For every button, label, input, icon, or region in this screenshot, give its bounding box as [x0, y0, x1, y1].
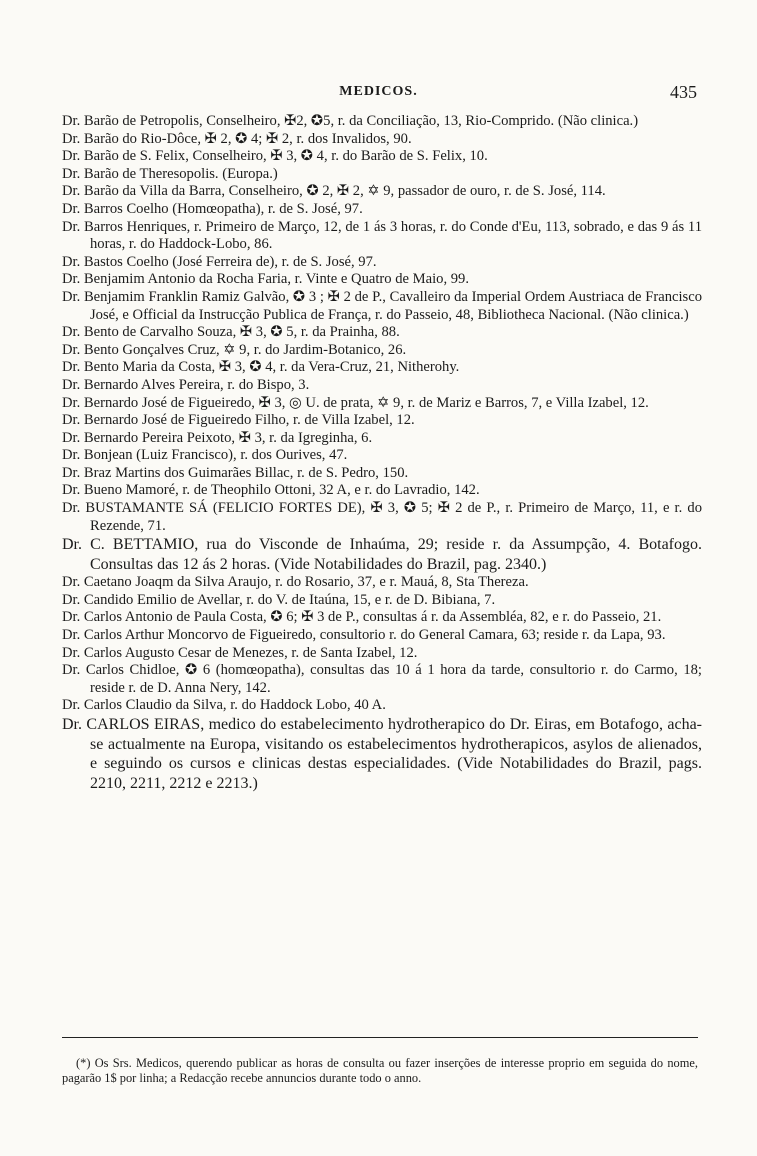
list-item: Dr. Carlos Arthur Moncorvo de Figueiredo, consultorio r. do General Camara, 63; reside r. da Lapa, 93. — [62, 627, 666, 644]
list-item: Dr. Caetano Joaqm da Silva Araujo, r. do Rosario, 37, e r. Mauá, 8, Sta Thereza. — [62, 574, 529, 591]
list-item: Dr. Carlos Claudio da Silva, r. do Haddock Lobo, 40 A. — [62, 697, 386, 714]
list-item: Dr. Bernardo José de Figueiredo, ✠ 3, ◎ U. de prata, ✡ 9, r. de Mariz e Barros, 7, e Villa Izabel, 12. — [62, 394, 649, 411]
list-item: Dr. Candido Emilio de Avellar, r. do V. de Itaúna, 15, e r. de D. Bibiana, 7. — [62, 591, 496, 608]
list-item: Dr. Carlos Chidloe, ✪ 6 (homœopatha), consultas das 10 á 1 hora da tarde, consultorio r. do Carmo, 18; reside r. de D. Anna Nery, 142. — [62, 662, 702, 696]
footnote-divider — [62, 1037, 698, 1038]
list-item: Dr. Bento de Carvalho Souza, ✠ 3, ✪ 5, r. da Prainha, 88. — [62, 324, 400, 341]
list-item: Dr. Carlos Antonio de Paula Costa, ✪ 6; ✠ 3 de P., consultas á r. da Assembléa, 82, e r. do Passeio, 21. — [62, 609, 662, 626]
list-item: Dr. Bernardo Alves Pereira, r. do Bispo, 3. — [62, 376, 310, 393]
list-item: Dr. Barão de S. Felix, Conselheiro, ✠ 3, ✪ 4, r. do Barão de S. Felix, 10. — [62, 148, 488, 165]
page-number: 435 — [670, 82, 697, 102]
list-item: Dr. Bernardo Pereira Peixoto, ✠ 3, r. da Igreginha, 6. — [62, 429, 373, 446]
list-item: Dr. Bastos Coelho (José Ferreira de), r. de S. José, 97. — [62, 253, 377, 270]
list-item: Dr. Barão de Petropolis, Conselheiro, ✠2, ✪5, r. da Conciliação, 13, Rio-Comprido. (Não clinica.) — [62, 113, 639, 129]
list-item: Dr. C. BETTAMIO, rua do Visconde de Inhaúma, 29; reside r. da Assumpção, 4. Botafogo. Consultas das 12 ás 2 horas. (Vide Notabilidades do Brazil, pag. 2340.) — [62, 536, 702, 573]
list-item: Dr. Bento Gonçalves Cruz, ✡ 9, r. do Jardim-Botanico, 26. — [62, 341, 407, 358]
list-item: Dr. Bento Maria da Costa, ✠ 3, ✪ 4, r. da Vera-Cruz, 21, Nitherohy. — [62, 359, 460, 376]
list-item: Dr. Bueno Mamoré, r. de Theophilo Ottoni, 32 A, e r. do Lavradio, 142. — [62, 482, 480, 499]
list-item: Dr. Barão de Theresopolis. (Europa.) — [62, 165, 278, 182]
list-item: Dr. Barão do Rio-Dôce, ✠ 2, ✪ 4; ✠ 2, r. dos Invalidos, 90. — [62, 130, 412, 147]
list-item: Dr. CARLOS EIRAS, medico do estabelecimento hydrotherapico do Dr. Eiras, em Botafogo, acha-se actualmente na Europa, visitando os estabelecimentos hydrotherapicos, asylos de alienados, e seguindo os cursos e clinicas destas especialidades. (Vide Notabilidades do Brazil, pags. 2210, 2211, 2212 e 2213.) — [62, 716, 702, 792]
list-item: Dr. Barros Coelho (Homœopatha), r. de S. José, 97. — [62, 200, 363, 217]
list-item: Dr. Benjamim Antonio da Rocha Faria, r. Vinte e Quatro de Maio, 99. — [62, 271, 469, 288]
list-item: Dr. Barão da Villa da Barra, Conselheiro, ✪ 2, ✠ 2, ✡ 9, passador de ouro, r. de S. José, 114. — [62, 183, 606, 200]
list-item: Dr. Benjamim Franklin Ramiz Galvão, ✪ 3 ; ✠ 2 de P., Cavalleiro da Imperial Ordem Austriaca de Francisco José, e Official da Instrucção Publica de França, r. do Passeio, 48, Bibliotheca Nacional. (Não clinica.) — [62, 288, 702, 323]
page-title: MEDICOS. — [339, 84, 418, 99]
list-item: Dr. Carlos Augusto Cesar de Menezes, r. de Santa Izabel, 12. — [62, 644, 418, 661]
footnote: (*) Os Srs. Medicos, querendo publicar as horas de consulta ou fazer inserções de interesse proprio em seguida do nome, pagarão 1$ por linha; a Redacção recebe annuncios durante todo o anno. — [62, 1056, 698, 1086]
list-item: Dr. Braz Martins dos Guimarães Billac, r. de S. Pedro, 150. — [62, 464, 409, 481]
list-item: Dr. Bernardo José de Figueiredo Filho, r. de Villa Izabel, 12. — [62, 412, 415, 429]
entry-list — [62, 113, 702, 793]
list-item: Dr. Barros Henriques, r. Primeiro de Março, 12, de 1 ás 3 horas, r. do Conde d'Eu, 113, sobrado, e das 9 ás 11 horas, r. do Haddock-Lobo, 86. — [62, 218, 702, 253]
list-item: Dr. Bonjean (Luiz Francisco), r. dos Ourives, 47. — [62, 447, 348, 464]
list-item: Dr. BUSTAMANTE SÁ (FELICIO FORTES DE), ✠ 3, ✪ 5; ✠ 2 de P., r. Primeiro de Março, 11, e r. do Rezende, 71. — [62, 500, 702, 534]
